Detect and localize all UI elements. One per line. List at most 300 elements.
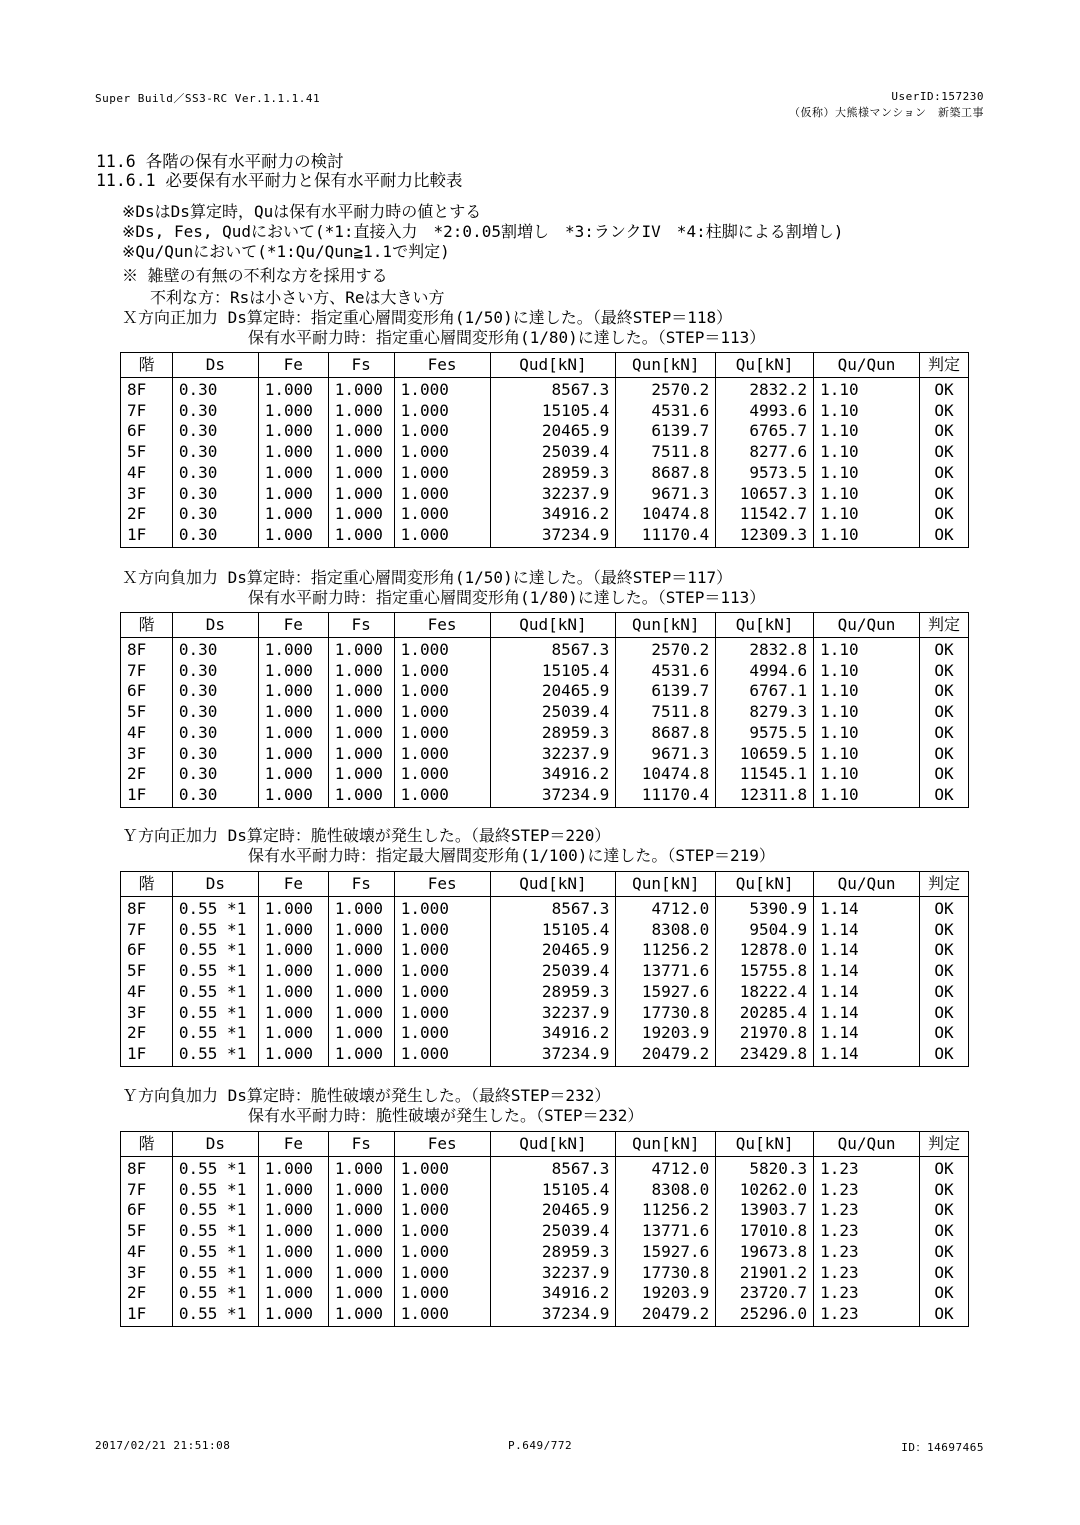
cell-qu-qun-ratio: 1.10	[814, 638, 920, 661]
table-row	[121, 723, 969, 744]
cell-qun: 17730.8	[616, 1263, 716, 1284]
column-header-qu: Qu[kN]	[716, 1132, 814, 1157]
cell-ds: 0.30	[172, 638, 258, 661]
note-ds-qu: ※DsはDs算定時，Quは保有水平耐力時の値とする	[122, 202, 482, 221]
table-row	[121, 378, 969, 401]
cell-qud: 32237.9	[490, 1003, 616, 1024]
cell-qu-qun-ratio: 1.10	[814, 504, 920, 525]
cell-ds: 0.30	[172, 702, 258, 723]
cell-qun: 11170.4	[616, 525, 716, 547]
cell-fes: 1.000	[394, 681, 490, 702]
cell-qun: 6139.7	[616, 681, 716, 702]
cell-floor: 8F	[121, 378, 173, 401]
note-unfavorable: 不利な方：Rsは小さい方、Reは大きい方	[150, 288, 445, 307]
cell-qun: 4531.6	[616, 661, 716, 682]
cell-fes: 1.000	[394, 1263, 490, 1284]
cell-ds: 0.55 *1	[172, 1283, 258, 1304]
column-header-qud: Qud[kN]	[490, 872, 616, 897]
cell-fes: 1.000	[394, 1283, 490, 1304]
cell-qu: 19673.8	[716, 1242, 814, 1263]
column-header-floor: 階	[121, 353, 173, 378]
table-row	[121, 785, 969, 807]
cell-qu: 8277.6	[716, 442, 814, 463]
cell-judgement: OK	[919, 525, 968, 547]
cell-qu: 23429.8	[716, 1044, 814, 1066]
cell-qud: 28959.3	[490, 463, 616, 484]
cell-ds: 0.30	[172, 681, 258, 702]
column-header-qun: Qun[kN]	[616, 872, 716, 897]
cell-ds: 0.55 *1	[172, 897, 258, 920]
table-row	[121, 982, 969, 1003]
cell-qu-qun-ratio: 1.23	[814, 1242, 920, 1263]
cell-fes: 1.000	[394, 463, 490, 484]
cell-qun: 13771.6	[616, 961, 716, 982]
cell-qun: 15927.6	[616, 982, 716, 1003]
cell-ds: 0.30	[172, 401, 258, 422]
cell-qun: 17730.8	[616, 1003, 716, 1024]
cell-fs: 1.000	[328, 1200, 394, 1221]
cell-qun: 9671.3	[616, 484, 716, 505]
cell-fes: 1.000	[394, 1242, 490, 1263]
cell-ds: 0.30	[172, 785, 258, 807]
cell-qud: 28959.3	[490, 982, 616, 1003]
cell-fe: 1.000	[258, 1242, 328, 1263]
column-header-qu: Qu[kN]	[716, 872, 814, 897]
cell-qu-qun-ratio: 1.23	[814, 1304, 920, 1326]
cell-ds: 0.55 *1	[172, 1003, 258, 1024]
cell-qun: 8308.0	[616, 1180, 716, 1201]
cell-qu-qun-ratio: 1.23	[814, 1180, 920, 1201]
cell-ds: 0.30	[172, 723, 258, 744]
cell-qun: 15927.6	[616, 1242, 716, 1263]
column-header-ds: Ds	[172, 613, 258, 638]
cell-judgement: OK	[919, 702, 968, 723]
table-row	[121, 1304, 969, 1326]
cell-qud: 34916.2	[490, 1283, 616, 1304]
cell-ds: 0.55 *1	[172, 1200, 258, 1221]
column-header-fe: Fe	[258, 872, 328, 897]
cell-judgement: OK	[919, 940, 968, 961]
column-header-qun: Qun[kN]	[616, 353, 716, 378]
cell-qud: 37234.9	[490, 525, 616, 547]
cell-qun: 19203.9	[616, 1023, 716, 1044]
cell-floor: 3F	[121, 484, 173, 505]
table-row	[121, 1221, 969, 1242]
cell-qud: 8567.3	[490, 1157, 616, 1180]
cell-fes: 1.000	[394, 785, 490, 807]
cell-qu-qun-ratio: 1.10	[814, 702, 920, 723]
cell-floor: 5F	[121, 961, 173, 982]
cell-fe: 1.000	[258, 401, 328, 422]
cell-fs: 1.000	[328, 638, 394, 661]
cell-fs: 1.000	[328, 785, 394, 807]
cell-qu: 12878.0	[716, 940, 814, 961]
cell-qun: 7511.8	[616, 442, 716, 463]
cell-qud: 37234.9	[490, 1044, 616, 1066]
cell-fs: 1.000	[328, 1263, 394, 1284]
cell-qun: 2570.2	[616, 638, 716, 661]
table-row	[121, 525, 969, 547]
cell-qu: 5820.3	[716, 1157, 814, 1180]
cell-floor: 2F	[121, 764, 173, 785]
table-row	[121, 1157, 969, 1180]
table-row	[121, 1263, 969, 1284]
cell-fe: 1.000	[258, 1180, 328, 1201]
cell-qu: 2832.2	[716, 378, 814, 401]
cell-fes: 1.000	[394, 897, 490, 920]
cell-qud: 8567.3	[490, 378, 616, 401]
cell-qud: 32237.9	[490, 1263, 616, 1284]
cell-qun: 10474.8	[616, 764, 716, 785]
cell-qu: 23720.7	[716, 1283, 814, 1304]
cell-floor: 8F	[121, 897, 173, 920]
column-header-judgement: 判定	[919, 613, 968, 638]
cell-ds: 0.55 *1	[172, 940, 258, 961]
cell-qun: 20479.2	[616, 1304, 716, 1326]
cell-qun: 11256.2	[616, 1200, 716, 1221]
user-id: UserID:157230	[891, 90, 984, 103]
table-row	[121, 897, 969, 920]
cell-qu-qun-ratio: 1.14	[814, 920, 920, 941]
column-header-qu-qun-ratio: Qu/Qun	[814, 613, 920, 638]
cell-qu: 13903.7	[716, 1200, 814, 1221]
cell-fe: 1.000	[258, 1200, 328, 1221]
table-row	[121, 1200, 969, 1221]
cell-judgement: OK	[919, 1283, 968, 1304]
cell-qu: 9504.9	[716, 920, 814, 941]
cell-qu-qun-ratio: 1.23	[814, 1157, 920, 1180]
cell-ds: 0.55 *1	[172, 1242, 258, 1263]
cell-fs: 1.000	[328, 401, 394, 422]
cell-qud: 28959.3	[490, 1242, 616, 1263]
cell-qu: 8279.3	[716, 702, 814, 723]
table-condition	[122, 568, 765, 608]
table-row	[121, 1242, 969, 1263]
cell-qun: 11170.4	[616, 785, 716, 807]
column-header-floor: 階	[121, 872, 173, 897]
cell-floor: 6F	[121, 421, 173, 442]
column-header-fs: Fs	[328, 872, 394, 897]
cell-qud: 20465.9	[490, 940, 616, 961]
cell-qu-qun-ratio: 1.10	[814, 421, 920, 442]
cell-floor: 7F	[121, 401, 173, 422]
footer-page-number: P.649/772	[508, 1439, 573, 1452]
cell-qu-qun-ratio: 1.23	[814, 1221, 920, 1242]
cell-floor: 2F	[121, 1023, 173, 1044]
cell-ds: 0.30	[172, 661, 258, 682]
cell-qu-qun-ratio: 1.14	[814, 940, 920, 961]
column-header-fe: Fe	[258, 353, 328, 378]
cell-qud: 32237.9	[490, 484, 616, 505]
cell-qud: 15105.4	[490, 401, 616, 422]
table-row	[121, 442, 969, 463]
cell-fes: 1.000	[394, 638, 490, 661]
cell-qu-qun-ratio: 1.23	[814, 1200, 920, 1221]
cell-ds: 0.55 *1	[172, 1304, 258, 1326]
table-row	[121, 681, 969, 702]
cell-fe: 1.000	[258, 378, 328, 401]
table-row	[121, 401, 969, 422]
cell-qun: 8687.8	[616, 723, 716, 744]
cell-floor: 8F	[121, 1157, 173, 1180]
cell-fe: 1.000	[258, 681, 328, 702]
cell-qu: 11545.1	[716, 764, 814, 785]
cell-fe: 1.000	[258, 1023, 328, 1044]
cell-fe: 1.000	[258, 1044, 328, 1066]
cell-fe: 1.000	[258, 982, 328, 1003]
cell-fe: 1.000	[258, 661, 328, 682]
condition-ds: Ｘ方向負加力 Ds算定時：指定重心層間変形角(1/50)に達した。（最終STEP＝117）	[122, 568, 733, 587]
cell-floor: 4F	[121, 982, 173, 1003]
cell-judgement: OK	[919, 723, 968, 744]
cell-qun: 8308.0	[616, 920, 716, 941]
cell-fes: 1.000	[394, 982, 490, 1003]
cell-fs: 1.000	[328, 1304, 394, 1326]
cell-ds: 0.30	[172, 463, 258, 484]
cell-fs: 1.000	[328, 1157, 394, 1180]
table-row	[121, 961, 969, 982]
cell-qu-qun-ratio: 1.10	[814, 463, 920, 484]
cell-qu-qun-ratio: 1.23	[814, 1263, 920, 1284]
table-row	[121, 661, 969, 682]
cell-judgement: OK	[919, 1180, 968, 1201]
condition-qu: 保有水平耐力時：指定最大層間変形角(1/100)に達した。（STEP＝219）	[248, 846, 775, 865]
column-header-floor: 階	[121, 613, 173, 638]
cell-ds: 0.55 *1	[172, 1157, 258, 1180]
cell-fe: 1.000	[258, 484, 328, 505]
cell-qud: 37234.9	[490, 1304, 616, 1326]
cell-floor: 7F	[121, 920, 173, 941]
project-name: （仮称）大熊様マンション 新築工事	[788, 106, 984, 119]
cell-qun: 9671.3	[616, 744, 716, 765]
cell-judgement: OK	[919, 1200, 968, 1221]
cell-judgement: OK	[919, 401, 968, 422]
cell-ds: 0.30	[172, 442, 258, 463]
cell-qu: 4994.6	[716, 661, 814, 682]
cell-qu: 15755.8	[716, 961, 814, 982]
table-row	[121, 940, 969, 961]
cell-qud: 25039.4	[490, 702, 616, 723]
cell-judgement: OK	[919, 1304, 968, 1326]
table-condition	[122, 308, 765, 348]
cell-floor: 2F	[121, 504, 173, 525]
cell-qu: 9573.5	[716, 463, 814, 484]
column-header-fs: Fs	[328, 353, 394, 378]
column-header-fe: Fe	[258, 613, 328, 638]
cell-qun: 4531.6	[616, 401, 716, 422]
cell-fes: 1.000	[394, 940, 490, 961]
cell-qu-qun-ratio: 1.10	[814, 442, 920, 463]
cell-fs: 1.000	[328, 421, 394, 442]
cell-fes: 1.000	[394, 1200, 490, 1221]
cell-judgement: OK	[919, 1023, 968, 1044]
cell-fe: 1.000	[258, 920, 328, 941]
table-row	[121, 638, 969, 661]
cell-qun: 2570.2	[616, 378, 716, 401]
cell-fs: 1.000	[328, 484, 394, 505]
cell-judgement: OK	[919, 1157, 968, 1180]
table-row	[121, 702, 969, 723]
cell-fs: 1.000	[328, 723, 394, 744]
column-header-fes: Fes	[394, 1132, 490, 1157]
cell-judgement: OK	[919, 1263, 968, 1284]
cell-qud: 34916.2	[490, 764, 616, 785]
cell-qud: 20465.9	[490, 421, 616, 442]
cell-qu-qun-ratio: 1.10	[814, 401, 920, 422]
condition-ds: Ｙ方向正加力 Ds算定時：脆性破壊が発生した。（最終STEP＝220）	[122, 826, 611, 845]
column-header-judgement: 判定	[919, 872, 968, 897]
cell-ds: 0.30	[172, 525, 258, 547]
cell-fe: 1.000	[258, 1003, 328, 1024]
cell-ds: 0.55 *1	[172, 1044, 258, 1066]
cell-ds: 0.30	[172, 378, 258, 401]
cell-qu: 2832.8	[716, 638, 814, 661]
cell-qud: 20465.9	[490, 681, 616, 702]
cell-qu: 21970.8	[716, 1023, 814, 1044]
cell-judgement: OK	[919, 897, 968, 920]
column-header-qu: Qu[kN]	[716, 613, 814, 638]
cell-qu: 10262.0	[716, 1180, 814, 1201]
cell-floor: 4F	[121, 723, 173, 744]
cell-qu: 9575.5	[716, 723, 814, 744]
cell-judgement: OK	[919, 463, 968, 484]
cell-fe: 1.000	[258, 1283, 328, 1304]
cell-fs: 1.000	[328, 525, 394, 547]
cell-qu-qun-ratio: 1.23	[814, 1283, 920, 1304]
cell-fe: 1.000	[258, 1221, 328, 1242]
cell-floor: 4F	[121, 463, 173, 484]
table-row	[121, 1283, 969, 1304]
cell-qu: 5390.9	[716, 897, 814, 920]
condition-ds: Ｙ方向負加力 Ds算定時：脆性破壊が発生した。（最終STEP＝232）	[122, 1086, 611, 1105]
cell-qun: 7511.8	[616, 702, 716, 723]
cell-ds: 0.55 *1	[172, 1023, 258, 1044]
cell-fs: 1.000	[328, 1221, 394, 1242]
cell-qu-qun-ratio: 1.10	[814, 525, 920, 547]
cell-judgement: OK	[919, 661, 968, 682]
cell-judgement: OK	[919, 744, 968, 765]
condition-ds: Ｘ方向正加力 Ds算定時：指定重心層間変形角(1/50)に達した。（最終STEP＝118）	[122, 308, 733, 327]
cell-judgement: OK	[919, 764, 968, 785]
column-header-fe: Fe	[258, 1132, 328, 1157]
cell-fes: 1.000	[394, 421, 490, 442]
cell-fes: 1.000	[394, 723, 490, 744]
cell-floor: 4F	[121, 1242, 173, 1263]
condition-qu: 保有水平耐力時：指定重心層間変形角(1/80)に達した。（STEP＝113）	[248, 588, 766, 607]
comparison-table	[120, 871, 969, 1067]
cell-judgement: OK	[919, 378, 968, 401]
cell-qu-qun-ratio: 1.14	[814, 897, 920, 920]
cell-fes: 1.000	[394, 1180, 490, 1201]
table-row	[121, 920, 969, 941]
cell-judgement: OK	[919, 920, 968, 941]
cell-qu-qun-ratio: 1.14	[814, 1003, 920, 1024]
cell-fs: 1.000	[328, 442, 394, 463]
cell-qud: 15105.4	[490, 920, 616, 941]
cell-fes: 1.000	[394, 1157, 490, 1180]
column-header-fes: Fes	[394, 872, 490, 897]
cell-floor: 5F	[121, 702, 173, 723]
cell-judgement: OK	[919, 442, 968, 463]
cell-qu-qun-ratio: 1.10	[814, 484, 920, 505]
cell-ds: 0.55 *1	[172, 1221, 258, 1242]
cell-qun: 6139.7	[616, 421, 716, 442]
cell-qu-qun-ratio: 1.10	[814, 744, 920, 765]
note-walls: ※ 雑壁の有無の不利な方を採用する	[122, 266, 388, 285]
cell-qu: 12311.8	[716, 785, 814, 807]
cell-qu: 6767.1	[716, 681, 814, 702]
table-row	[121, 1023, 969, 1044]
table-row	[121, 421, 969, 442]
cell-qun: 13771.6	[616, 1221, 716, 1242]
cell-fe: 1.000	[258, 463, 328, 484]
cell-judgement: OK	[919, 1242, 968, 1263]
cell-qu-qun-ratio: 1.10	[814, 764, 920, 785]
cell-floor: 5F	[121, 1221, 173, 1242]
cell-fes: 1.000	[394, 661, 490, 682]
cell-judgement: OK	[919, 638, 968, 661]
cell-fes: 1.000	[394, 1304, 490, 1326]
cell-floor: 6F	[121, 1200, 173, 1221]
cell-fe: 1.000	[258, 785, 328, 807]
cell-ds: 0.55 *1	[172, 1180, 258, 1201]
comparison-table	[120, 1131, 969, 1327]
cell-qun: 19203.9	[616, 1283, 716, 1304]
table-row	[121, 1003, 969, 1024]
note-judgement: ※Qu/Qunにおいて(*1:Qu/Qun≧1.1で判定)	[122, 242, 450, 261]
column-header-qu: Qu[kN]	[716, 353, 814, 378]
cell-fe: 1.000	[258, 638, 328, 661]
cell-judgement: OK	[919, 421, 968, 442]
cell-floor: 3F	[121, 744, 173, 765]
footer-id: ID：14697465	[901, 1441, 984, 1454]
cell-qun: 20479.2	[616, 1044, 716, 1066]
software-version: Super Build／SS3-RC Ver.1.1.1.41	[95, 92, 321, 105]
cell-fs: 1.000	[328, 982, 394, 1003]
table-condition	[122, 826, 775, 866]
cell-fes: 1.000	[394, 525, 490, 547]
cell-ds: 0.55 *1	[172, 920, 258, 941]
cell-fes: 1.000	[394, 484, 490, 505]
table-row	[121, 484, 969, 505]
column-header-fes: Fes	[394, 353, 490, 378]
cell-qu: 17010.8	[716, 1221, 814, 1242]
cell-fs: 1.000	[328, 702, 394, 723]
table-row	[121, 1044, 969, 1066]
cell-ds: 0.30	[172, 764, 258, 785]
cell-qud: 28959.3	[490, 723, 616, 744]
cell-fe: 1.000	[258, 442, 328, 463]
table-row	[121, 504, 969, 525]
cell-fs: 1.000	[328, 1242, 394, 1263]
column-header-qun: Qun[kN]	[616, 1132, 716, 1157]
cell-fs: 1.000	[328, 764, 394, 785]
column-header-qud: Qud[kN]	[490, 353, 616, 378]
cell-fe: 1.000	[258, 1263, 328, 1284]
cell-qu: 4993.6	[716, 401, 814, 422]
cell-fes: 1.000	[394, 378, 490, 401]
cell-qu: 20285.4	[716, 1003, 814, 1024]
cell-ds: 0.30	[172, 484, 258, 505]
cell-qud: 25039.4	[490, 442, 616, 463]
cell-qu: 6765.7	[716, 421, 814, 442]
cell-fe: 1.000	[258, 744, 328, 765]
cell-fs: 1.000	[328, 661, 394, 682]
cell-fe: 1.000	[258, 1157, 328, 1180]
cell-qu: 25296.0	[716, 1304, 814, 1326]
cell-fes: 1.000	[394, 744, 490, 765]
table-condition	[122, 1086, 643, 1126]
